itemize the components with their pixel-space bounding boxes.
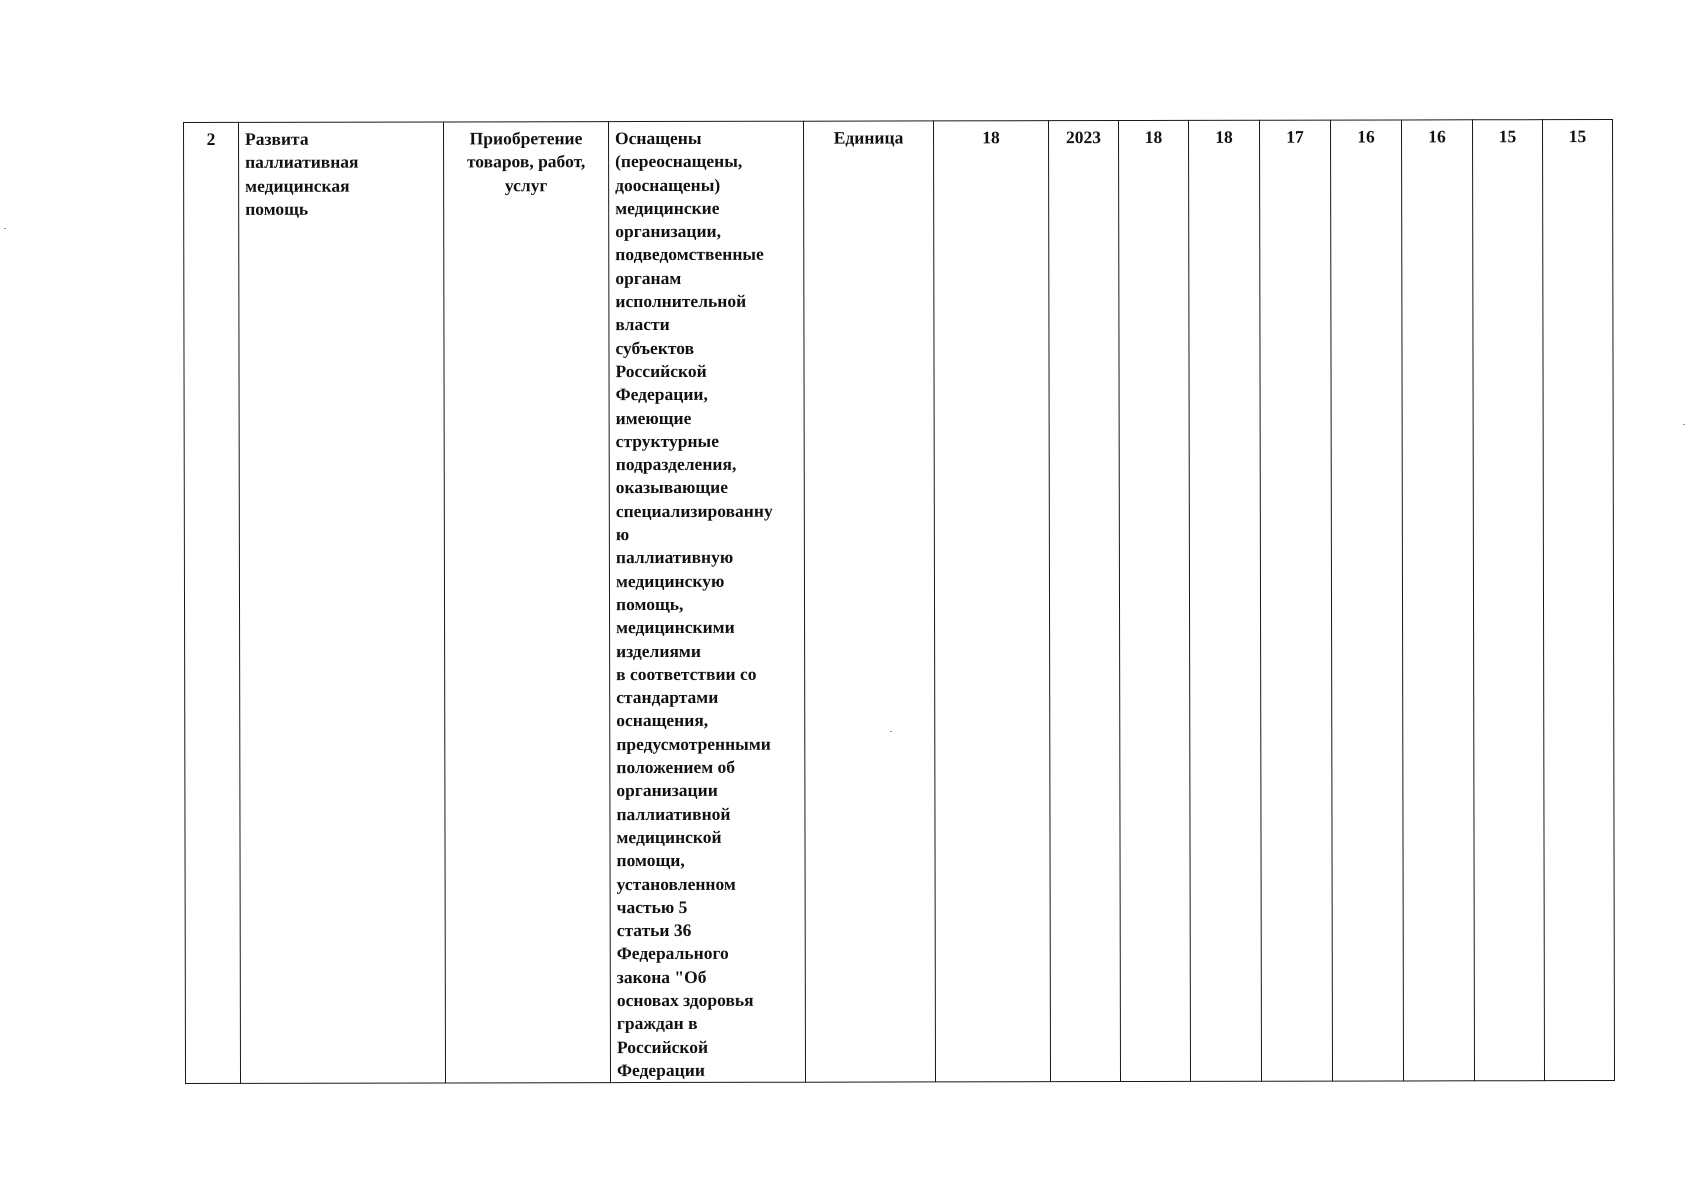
value-cell	[1330, 120, 1403, 1081]
value-6: 15	[1498, 126, 1517, 147]
value-4: 16	[1357, 126, 1375, 147]
value-5: 16	[1428, 126, 1446, 147]
value-7: 15	[1568, 126, 1587, 147]
value-cell	[1542, 120, 1614, 1081]
base-year: 2023	[1066, 127, 1102, 148]
value-3: 17	[1286, 126, 1304, 147]
scan-speck	[890, 731, 892, 732]
base-value: 18	[982, 127, 1000, 148]
characteristic-cell	[609, 121, 806, 1083]
type-cell	[444, 122, 611, 1084]
base-value-cell	[933, 121, 1050, 1082]
value-cell	[1401, 120, 1474, 1081]
row-number: 2	[206, 128, 216, 149]
scan-speck	[1683, 424, 1685, 425]
type-text: Приобретение товаров, работ, услуг	[466, 128, 586, 195]
value-1: 18	[1144, 126, 1163, 147]
result-text: Развита паллиативная медицинская помощь	[245, 128, 359, 219]
unit-text: Единица	[833, 127, 904, 148]
result-cell	[239, 122, 446, 1084]
scan-speck	[4, 228, 6, 229]
value-cell	[1188, 120, 1261, 1081]
table-row	[184, 120, 1615, 1084]
unit-cell	[803, 121, 935, 1082]
measures-table	[183, 119, 1615, 1084]
row-number-cell	[184, 122, 241, 1083]
value-2: 18	[1215, 126, 1233, 147]
value-cell	[1472, 120, 1544, 1081]
value-cell	[1259, 120, 1332, 1081]
value-cell	[1118, 120, 1190, 1081]
base-year-cell	[1048, 121, 1120, 1082]
characteristic-text: Оснащены (переоснащены, дооснащены) медицинские организации, подведомственные органам исполнительной власти субъектов Российской Федерации, имеющие структурные подразделения, оказывающие специализированну ю паллиативную медицинскую помощь, медицинскими изделиями в соответствии со стандартами оснащения, предусмотренными положением об организации паллиативной медицинской помощи, установленном частью 5 статьи 36 Федерального закона "Об основах здоровья граждан в Российской Федерации	[615, 127, 773, 1080]
